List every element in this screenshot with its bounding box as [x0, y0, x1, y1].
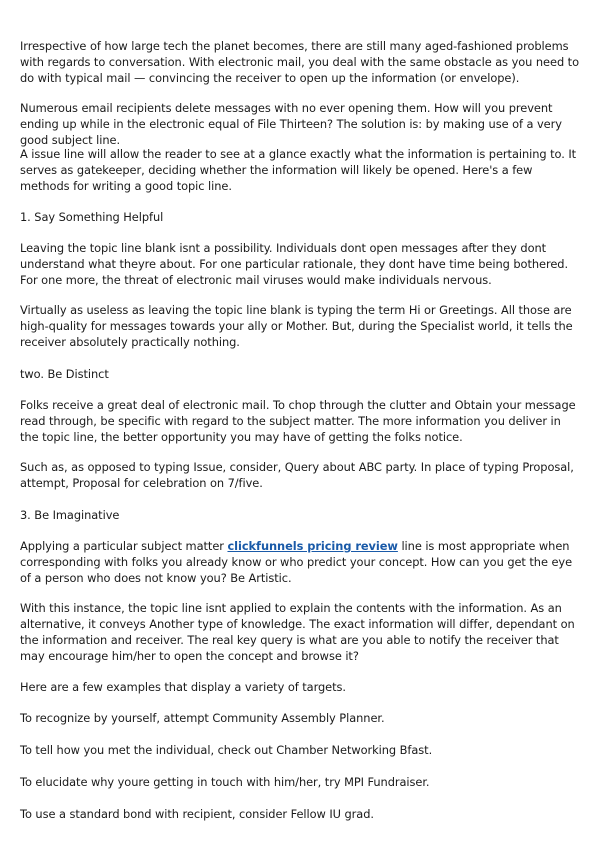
paragraph-example-recognize: To recognize by yourself, attempt Community Assembly Planner.: [20, 711, 385, 725]
paragraph-example-met: To tell how you met the individual, check out Chamber Networking Bfast.: [20, 743, 433, 757]
clickfunnels-pricing-review-link[interactable]: clickfunnels pricing review: [227, 539, 398, 553]
paragraph-blank-topic: Leaving the topic line blank isnt a possibility. Individuals dont open messages after they dont understand what theyre about. For one particular rationale, they dont have time being bothered. For one more, the threat of electronic mail viruses would make individuals nervous.: [20, 241, 569, 287]
heading-be-distinct: two. Be Distinct: [20, 367, 109, 381]
link-paragraph-before: Applying a particular subject matter: [20, 539, 228, 553]
paragraph-recipients: Numerous email recipients delete messages with no ever opening them. How will you prevent ending up while in the electronic equal of File Thirteen? The solution is: by making use of a very good subject line.: [20, 101, 562, 147]
paragraph-greetings: Virtually as useless as leaving the topic line blank is typing the term Hi or Greetings. All those are high-quality for messages towards your ally or Mother. But, during the Specialist world, it tells the receiver absolutely practically nothing.: [20, 303, 573, 349]
paragraph-examples-intro: Here are a few examples that display a variety of targets.: [20, 680, 346, 694]
paragraph-clutter: Folks receive a great deal of electronic mail. To chop through the clutter and Obtain your message read through, be specific with regard to the subject matter. The more information you deliver in the topic line, the better opportunity you may have of getting the folks notice.: [20, 398, 576, 444]
paragraph-issue-line: A issue line will allow the reader to see at a glance exactly what the information is pertaining to. It serves as gatekeeper, deciding whether the information will likely be opened. Here's a few methods for writing a good topic line.: [20, 147, 577, 193]
link-paragraph-after: line is most appropriate when corresponding with folks you already know or who predict your concept. How can you get the eye of a person who does not know you? Be Artistic.: [20, 539, 573, 585]
paragraph-example-bond: To use a standard bond with recipient, consider Fellow IU grad.: [20, 807, 374, 821]
paragraph-example-elucidate: To elucidate why youre getting in touch with him/her, try MPI Fundraiser.: [20, 775, 430, 789]
paragraph-with-link: [20, 538, 582, 586]
heading-say-something-helpful: 1. Say Something Helpful: [20, 210, 164, 224]
paragraph-intro: Irrespective of how large tech the planet becomes, there are still many aged-fashioned problems with regards to conversation. With electronic mail, you deal with the same obstacle as you need to do with typical mail — convincing the receiver to open up the information (or envelope).: [20, 39, 579, 85]
paragraph-examples-specific: Such as, as opposed to typing Issue, consider, Query about ABC party. In place of typing Proposal, attempt, Proposal for celebration on 7/five.: [20, 460, 574, 490]
heading-be-imaginative: 3. Be Imaginative: [20, 508, 120, 522]
paragraph-instance: With this instance, the topic line isnt applied to explain the contents with the information. As an alternative, it conveys Another type of knowledge. The exact information will differ, dependant on the information and receiver. The real key query is what are you able to notify the receiver that may encourage him/her to open the concept and browse it?: [20, 601, 575, 663]
